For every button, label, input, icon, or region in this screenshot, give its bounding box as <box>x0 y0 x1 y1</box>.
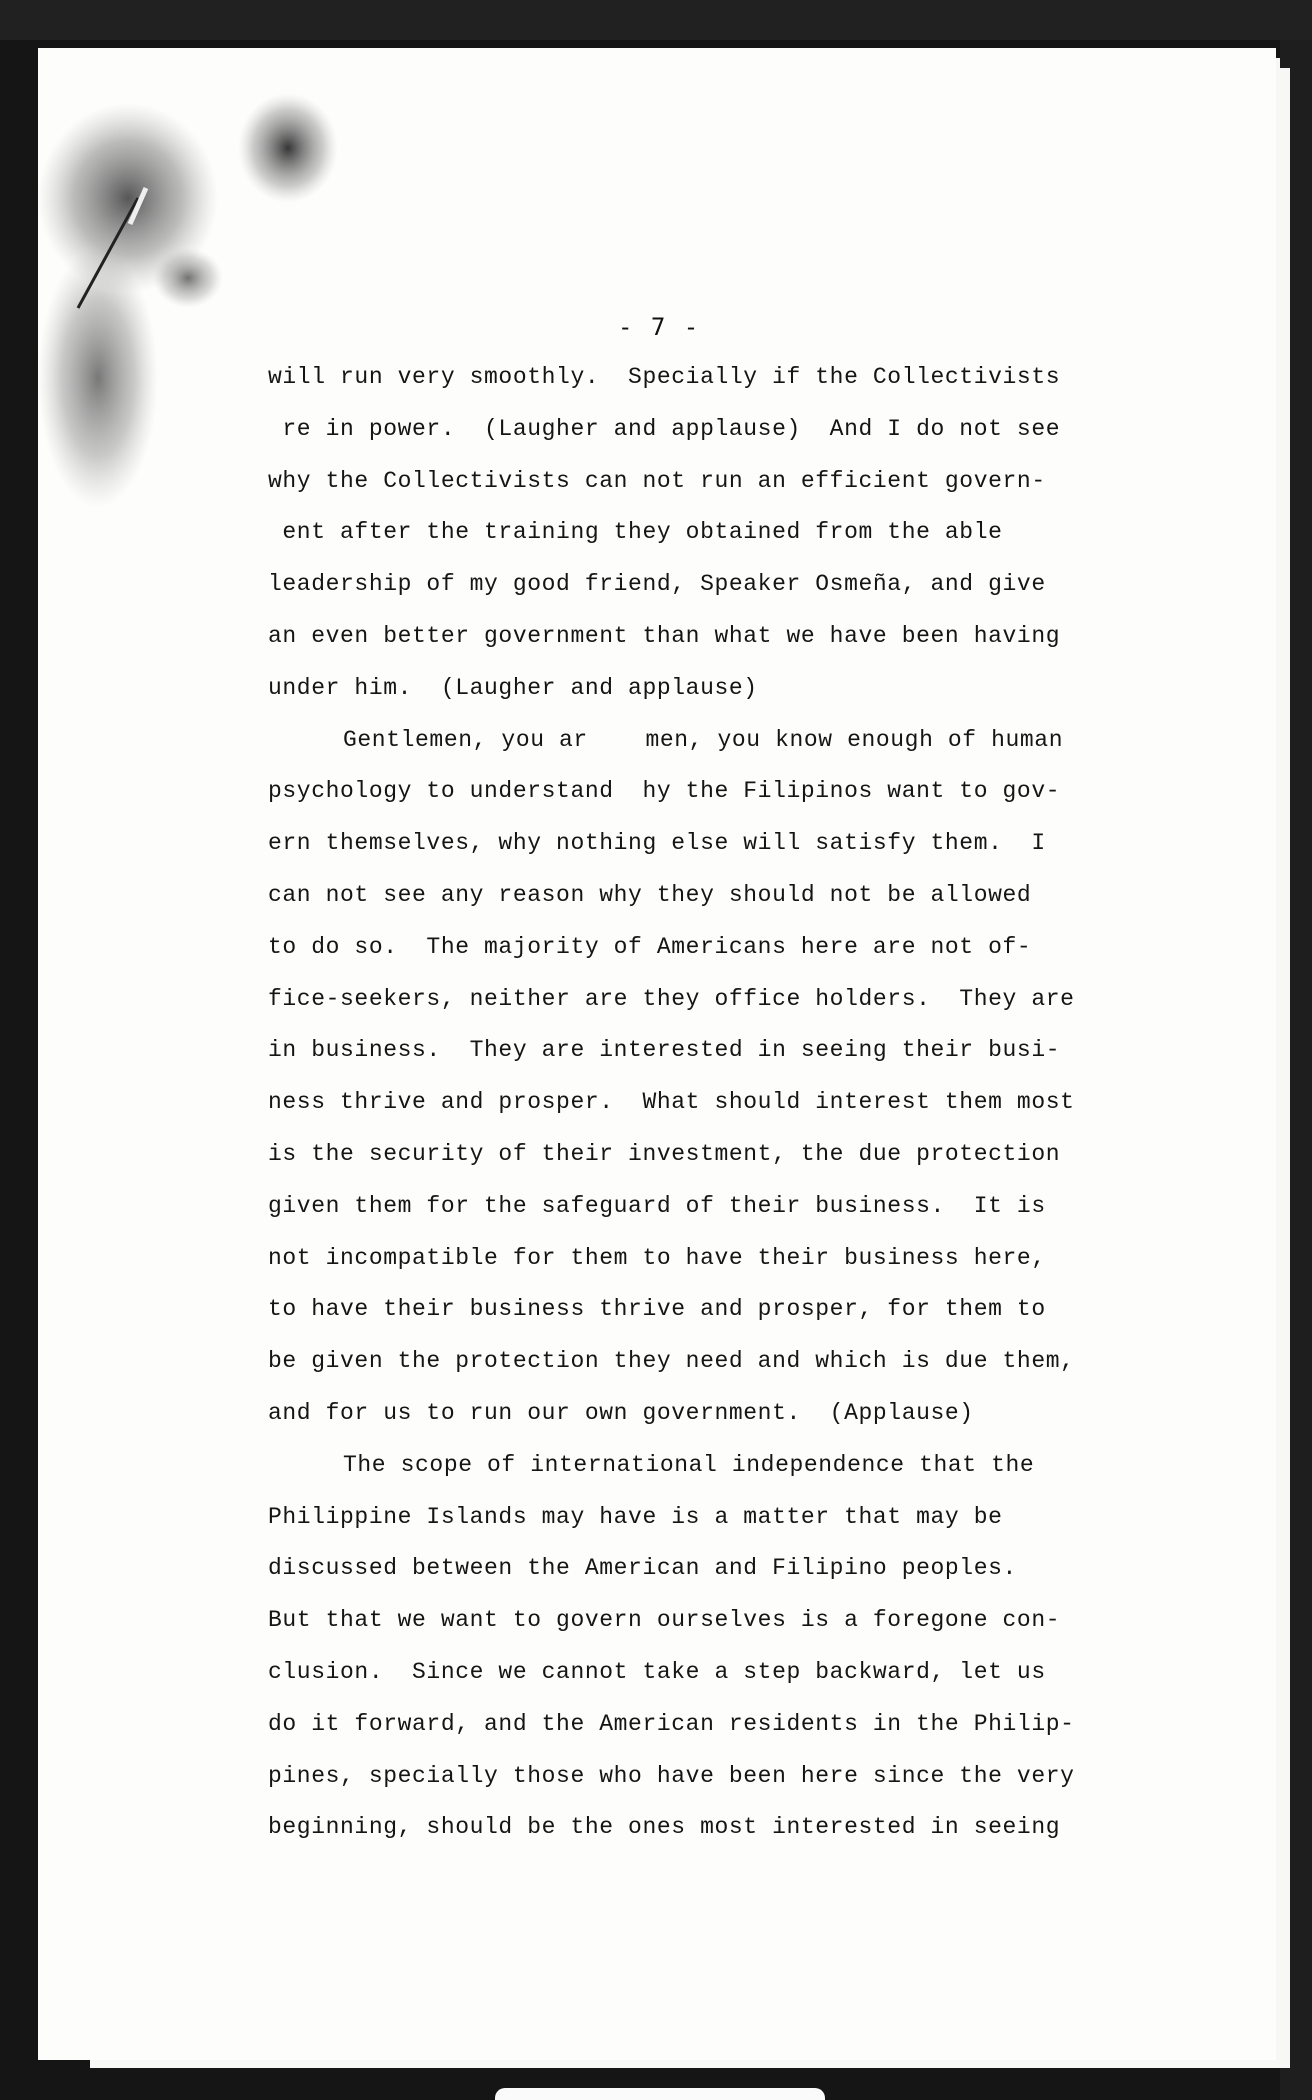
paragraph-start-line: Gentlemen, you ar men, you know enough of human <box>343 726 1064 753</box>
text-line: fice-seekers, neither are they office holders. They are <box>268 985 1075 1012</box>
text-line: to do so. The majority of Americans here are not of- <box>268 933 1032 960</box>
text-line: is the security of their investment, the due protection <box>268 1140 1061 1167</box>
typed-text <box>268 358 1128 1860</box>
text-line: why the Collectivists can not run an efficient govern- <box>268 467 1046 494</box>
text-line: Philippine Islands may have is a matter that may be <box>268 1503 1003 1530</box>
typed-page <box>38 48 1276 2060</box>
text-line: discussed between the American and Filipino peoples. <box>268 1555 1017 1582</box>
text-line: be given the protection they need and which is due them, <box>268 1348 1075 1375</box>
text-line: psychology to understand hy the Filipinos want to gov- <box>268 778 1061 805</box>
text-line: re in power. (Laugher and applause) And I do not see <box>268 415 1061 442</box>
paragraph-start-line: The scope of international independence that the <box>343 1451 1035 1478</box>
text-line: an even better government than what we have been having <box>268 622 1061 649</box>
text-line: leadership of my good friend, Speaker Osmeña, and give <box>268 571 1046 598</box>
text-line: given them for the safeguard of their business. It is <box>268 1192 1046 1219</box>
page-number: - 7 - <box>618 313 701 341</box>
text-line: in business. They are interested in seeing their busi- <box>268 1037 1061 1064</box>
text-line: ent after the training they obtained from the able <box>268 519 1003 546</box>
text-line: not incompatible for them to have their business here, <box>268 1244 1046 1271</box>
text-line: ern themselves, why nothing else will satisfy them. I <box>268 830 1046 857</box>
text-line: can not see any reason why they should not be allowed <box>268 881 1032 908</box>
text-line: beginning, should be the ones most interested in seeing <box>268 1814 1061 1841</box>
text-line: to have their business thrive and prosper, for them to <box>268 1296 1046 1323</box>
film-label-tab <box>495 2088 825 2100</box>
text-line: But that we want to govern ourselves is a foregone con- <box>268 1607 1061 1634</box>
text-line: under him. (Laugher and applause) <box>268 674 758 701</box>
text-line: pines, specially those who have been here since the very <box>268 1762 1075 1789</box>
text-line: will run very smoothly. Specially if the Collectivists <box>268 364 1061 390</box>
text-line: clusion. Since we cannot take a step backward, let us <box>268 1658 1046 1685</box>
text-line: and for us to run our own government. (Applause) <box>268 1399 974 1426</box>
text-line: ness thrive and prosper. What should interest them most <box>268 1089 1075 1116</box>
text-line: do it forward, and the American residents in the Philip- <box>268 1710 1075 1737</box>
